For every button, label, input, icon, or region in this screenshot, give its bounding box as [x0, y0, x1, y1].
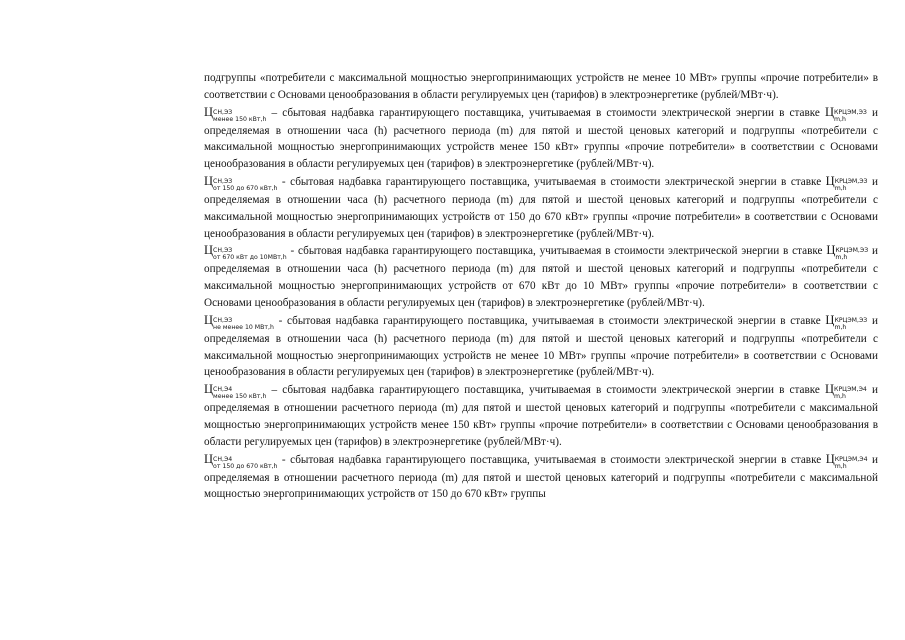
definition-text: – сбытовая надбавка гарантирующего поставщика, учитываемая в стоимости электрической энергии в ставке [266, 384, 826, 397]
symbol-indices [213, 109, 266, 123]
symbol-subscript: от 670 кВт до 10МВт,h [213, 254, 287, 262]
symbol-subscript: от 150 до 670 кВт,h [213, 184, 278, 192]
definition-text: - сбытовая надбавка гарантирующего поставщика, учитываемая в стоимости электрической энергии в ставке [286, 245, 827, 258]
definition-paragraph [204, 312, 878, 381]
rate-symbol-subscript: m,h [835, 254, 848, 262]
symbol-subscript: не менее 10 МВт,h [213, 323, 274, 331]
surcharge-symbol [204, 173, 278, 192]
surcharge-symbol [204, 243, 287, 262]
rate-symbol-superscript: КРЦЭМ,ЭЗ [834, 108, 867, 116]
definition-text-continued: и определяемая в отношении часа (h) расчетного периода (m) для пятой и шестой ценовых категорий и подгруппы «потребители с максимальной мощностью энергопринимающих устройств не менее 10 МВт» группы «прочие потребители» в соответствии с Основами ценообразования в области регулируемых цен (тарифов) в электроэнергетике (рублей/МВт·ч). [204, 314, 878, 379]
rate-symbol [825, 382, 867, 401]
rate-symbol-subscript: m,h [834, 115, 846, 123]
definition-text-continued: и определяемая в отношении расчетного периода (m) для пятой и шестой ценовых категорий и подгруппы «потребители с максимальной мощностью энергопринимающих устройств менее 150 кВт» группы «прочие потребители» в соответствии с Основами ценообразования в области регулируемых цен (тарифов) в электроэнергетике (рублей/МВт·ч). [204, 384, 878, 448]
rate-symbol [825, 312, 868, 331]
rate-symbol [825, 173, 868, 192]
definition-text: – сбытовая надбавка гарантирующего поставщика, учитываемая в стоимости электрической энергии в ставке [266, 106, 825, 119]
definition-text: - сбытовая надбавка гарантирующего поставщика, учитываемая в стоимости электрической энергии в ставке [277, 175, 826, 188]
definition-paragraph [204, 381, 878, 450]
rate-symbol-indices [835, 456, 868, 470]
intro-paragraph: подгруппы «потребители с максимальной мощностью энергопринимающих устройств не менее 10 МВт» группы «прочие потребители» в соответствии с Основами ценообразования в области регулируемых цен (тарифов) в электроэнергетике (рублей/МВт·ч). [204, 72, 878, 101]
symbol-base: Ц [204, 243, 214, 258]
symbol-indices [213, 317, 274, 331]
symbol-base: Ц [204, 451, 214, 466]
symbol-indices [213, 178, 277, 192]
rate-symbol-subscript: m,h [834, 184, 847, 192]
symbol-indices [213, 386, 266, 400]
symbol-superscript: СН,ЭЗ [213, 108, 233, 116]
definition-paragraph [204, 173, 878, 242]
rate-symbol-indices [834, 317, 867, 331]
rate-symbol-subscript: m,h [834, 393, 846, 401]
rate-symbol-indices [834, 109, 867, 123]
rate-symbol-superscript: КРЦЭМ,ЭЗ [834, 316, 868, 324]
rate-symbol-subscript: m,h [834, 462, 847, 470]
rate-symbol-superscript: КРЦЭМ,ЭЗ [835, 247, 869, 255]
document-body [204, 70, 878, 503]
rate-symbol-superscript: КРЦЭМ,Э4 [834, 455, 868, 463]
rate-symbol-base: Ц [825, 104, 835, 119]
rate-symbol-superscript: КРЦЭМ,ЭЗ [834, 177, 868, 185]
rate-symbol-base: Ц [825, 312, 835, 327]
definition-text-continued: и определяемая в отношении часа (h) расчетного периода (m) для пятой и шестой ценовых категорий и подгруппы «потребители с максимальной мощностью энергопринимающих устройств от 670 кВт до 10 МВт» группы «прочие потребители» в соответствии с Основами ценообразования в области регулируемых цен (тарифов) в электроэнергетике (рублей/МВт·ч). [204, 245, 878, 309]
definition-text: - сбытовая надбавка гарантирующего поставщика, учитываемая в стоимости электрической энергии в ставке [277, 453, 826, 466]
definition-list [204, 104, 878, 504]
rate-symbol [826, 243, 869, 262]
definition-text-continued: и определяемая в отношении часа (h) расчетного периода (m) для пятой и шестой ценовых категорий и подгруппы «потребители с максимальной мощностью энергопринимающих устройств от 150 до 670 кВт» группы «прочие потребители» в соответствии с Основами ценообразования в области регулируемых цен (тарифов) в электроэнергетике (рублей/МВт·ч). [204, 175, 878, 240]
symbol-superscript: СН,ЭЗ [213, 247, 233, 255]
rate-symbol [825, 104, 867, 123]
symbol-subscript: менее 150 кВт,h [213, 393, 267, 401]
symbol-superscript: СН,ЭЗ [213, 316, 233, 324]
symbol-subscript: менее 150 кВт,h [213, 115, 267, 123]
symbol-subscript: от 150 до 670 кВт,h [213, 462, 278, 470]
definition-text: - сбытовая надбавка гарантирующего поставщика, учитываемая в стоимости электрической энергии в ставке [273, 314, 826, 327]
symbol-base: Ц [204, 312, 214, 327]
symbol-superscript: СН,Э4 [213, 455, 233, 463]
rate-symbol-base: Ц [825, 173, 835, 188]
definition-paragraph [204, 242, 878, 311]
symbol-superscript: СН,Э4 [213, 386, 233, 394]
definition-paragraph [204, 451, 878, 504]
definition-text-continued: и определяемая в отношении расчетного периода (m) для пятой и шестой ценовых категорий и подгруппы «потребители с максимальной мощностью энергопринимающих устройств от 150 до 670 кВт» группы [204, 453, 878, 501]
rate-symbol-base: Ц [825, 382, 835, 397]
rate-symbol-base: Ц [825, 451, 835, 466]
symbol-indices [213, 456, 277, 470]
symbol-superscript: СН,ЭЗ [213, 177, 233, 185]
rate-symbol-base: Ц [826, 243, 836, 258]
rate-symbol-superscript: КРЦЭМ,Э4 [834, 386, 867, 394]
rate-symbol-indices [835, 178, 868, 192]
rate-symbol-indices [834, 386, 867, 400]
symbol-base: Ц [204, 104, 214, 119]
rate-symbol [825, 451, 868, 470]
rate-symbol-subscript: m,h [834, 323, 847, 331]
definition-text-continued: и определяемая в отношении часа (h) расчетного периода (m) для пятой и шестой ценовых категорий и подгруппы «потребители с максимальной мощностью энергопринимающих устройств менее 150 кВт» группы «прочие потребители» в соответствии с Основами ценообразования в области регулируемых цен (тарифов) в электроэнергетике (рублей/МВт·ч). [204, 106, 878, 171]
surcharge-symbol [204, 104, 267, 123]
surcharge-symbol [204, 382, 267, 401]
surcharge-symbol [204, 312, 274, 331]
rate-symbol-indices [835, 247, 868, 261]
symbol-base: Ц [204, 382, 214, 397]
definition-paragraph [204, 104, 878, 173]
symbol-base: Ц [204, 173, 214, 188]
symbol-indices [213, 247, 287, 261]
surcharge-symbol [204, 451, 278, 470]
